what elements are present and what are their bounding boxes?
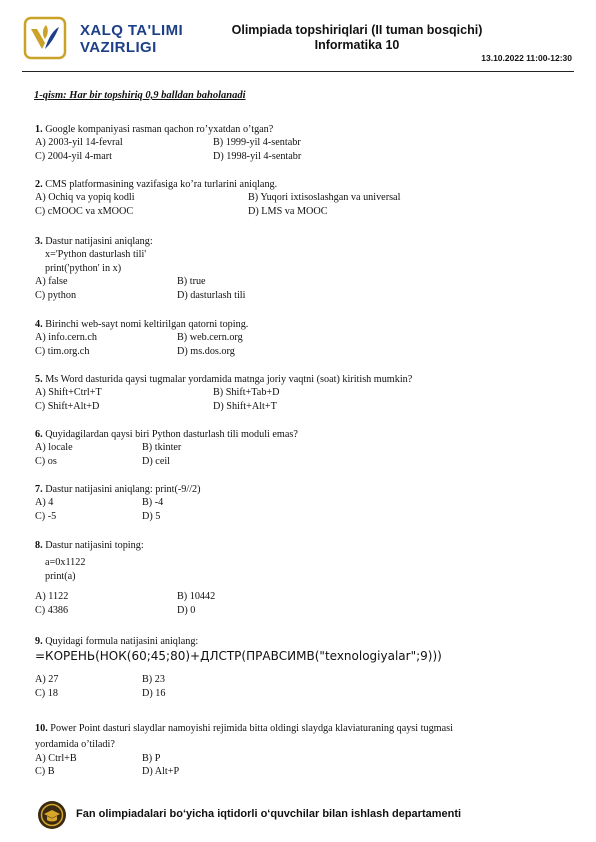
- option-d: D) 0: [177, 604, 196, 616]
- question-stem: [35, 483, 302, 496]
- answer-options: [35, 275, 337, 302]
- question-7: [35, 483, 302, 523]
- exam-datetime: 13.10.2022 11:00-12:30: [481, 53, 572, 63]
- option-b: B) 23: [142, 674, 165, 686]
- ministry-name-line2: VAZIRLIGI: [80, 39, 157, 56]
- code-line-2: print('python' in x): [45, 262, 122, 274]
- question-text: Dastur natijasini aniqlang: print(-9//2): [45, 484, 201, 495]
- question-number: 6.: [35, 429, 43, 440]
- option-b: B) 1999-yil 4-sentabr: [213, 137, 301, 149]
- question-2: [35, 178, 478, 218]
- question-stem: [35, 123, 413, 136]
- question-text: Google kompaniyasi rasman qachon ro’yxatdan o’tgan?: [45, 124, 274, 135]
- question-text: Quyidagi formula natijasini aniqlang:: [45, 636, 199, 647]
- code-line-1: a=0x1122: [45, 557, 86, 569]
- option-c: C) os: [35, 455, 57, 467]
- option-d: D) dasturlash tili: [177, 289, 246, 301]
- question-1: [35, 123, 413, 163]
- question-text: Dastur natijasini aniqlang:: [45, 236, 153, 247]
- answer-options: [35, 590, 337, 617]
- option-d: D) 5: [142, 510, 161, 522]
- option-a: A) Ctrl+B: [35, 752, 77, 764]
- answer-options: [35, 191, 478, 218]
- option-c: C) tim.org.ch: [35, 345, 90, 357]
- option-a: A) info.cern.ch: [35, 332, 97, 344]
- option-a: A) Shift+Ctrl+T: [35, 387, 102, 399]
- question-number: 2.: [35, 179, 43, 190]
- option-c: C) cMOOC va xMOOC: [35, 205, 134, 217]
- question-3: [35, 235, 337, 302]
- question-text: Ms Word dasturida qaysi tugmalar yordamida matnga joriy vaqtni (soat) kiritish mumkin?: [45, 374, 413, 385]
- question-5: [35, 373, 413, 413]
- option-d: D) 16: [142, 687, 166, 699]
- question-8: [35, 539, 337, 617]
- question-10: [35, 722, 453, 779]
- option-c: C) Shift+Alt+D: [35, 400, 100, 412]
- code-line-2: print(a): [45, 570, 76, 582]
- question-number: 8.: [35, 540, 43, 551]
- answer-options: [35, 441, 302, 468]
- answer-options: [35, 386, 413, 413]
- option-a: A) false: [35, 276, 68, 288]
- question-stem: [35, 635, 442, 648]
- option-c: C) -5: [35, 510, 57, 522]
- department-seal-icon: [37, 800, 67, 830]
- option-b: B) tkinter: [142, 442, 182, 454]
- option-a: A) 27: [35, 674, 59, 686]
- option-c: C) 2004-yil 4-mart: [35, 150, 112, 162]
- question-6: [35, 428, 302, 468]
- option-c: C) 18: [35, 687, 58, 699]
- question-stem: [35, 539, 337, 552]
- question-text: CMS platformasining vazifasiga ko’ra turlarini aniqlang.: [45, 179, 278, 190]
- option-b: B) web.cern.org: [177, 332, 243, 344]
- option-d: D) Shift+Alt+T: [213, 400, 277, 412]
- question-number: 1.: [35, 124, 43, 135]
- exam-title-line2: Informatika 10: [314, 38, 400, 52]
- question-text-continued: yordamida o’tiladi?: [35, 739, 115, 751]
- question-number: 3.: [35, 236, 43, 247]
- option-b: B) 10442: [177, 591, 216, 603]
- question-stem: [35, 428, 302, 441]
- option-d: D) 1998-yil 4-sentabr: [213, 150, 302, 162]
- option-a: A) 4: [35, 497, 54, 509]
- option-c: C) python: [35, 289, 77, 301]
- section-title: 1-qism: Har bir topshiriq 0,9 balldan baholanadi: [34, 90, 246, 101]
- answer-options: [35, 752, 453, 779]
- option-d: D) LMS va MOOC: [248, 205, 328, 217]
- question-number: 5.: [35, 374, 43, 385]
- answer-options: [35, 136, 413, 163]
- answer-options: [35, 496, 302, 523]
- exam-title-line1: Olimpiada topshiriqlari (II tuman bosqichi): [231, 23, 483, 37]
- option-d: D) ceil: [142, 455, 171, 467]
- option-b: B) true: [177, 276, 206, 288]
- option-b: B) Yuqori ixtisoslashgan va universal: [248, 192, 401, 204]
- ministry-logo-icon: [22, 15, 68, 61]
- question-text: Quyidagilardan qaysi biri Python dasturlash tili moduli emas?: [45, 429, 298, 440]
- option-c: C) B: [35, 766, 55, 778]
- question-stem: [35, 373, 413, 386]
- ministry-name: [80, 22, 183, 56]
- option-d: D) Alt+P: [142, 766, 180, 778]
- header-divider: [22, 71, 574, 72]
- option-c: C) 4386: [35, 604, 69, 616]
- option-d: D) ms.dos.org: [177, 345, 235, 357]
- code-line-1: x='Python dasturlash tili': [45, 249, 147, 261]
- question-text: Birinchi web-sayt nomi keltirilgan qatorni toping.: [45, 319, 249, 330]
- question-stem: [35, 318, 337, 331]
- exam-title: [218, 23, 496, 53]
- answer-options: [35, 673, 442, 700]
- footer-department-name: Fan olimpiadalari bo‘yicha iqtidorli o‘quvchilar bilan ishlash departamenti: [76, 808, 462, 820]
- question-4: [35, 318, 337, 358]
- question-number: 4.: [35, 319, 43, 330]
- question-stem: [35, 722, 453, 735]
- option-b: B) P: [142, 752, 161, 764]
- question-text: Dastur natijasini toping:: [45, 540, 144, 551]
- ministry-name-line1: XALQ TA'LIMI: [80, 22, 184, 39]
- option-a: A) 1122: [35, 591, 69, 603]
- option-a: A) Ochiq va yopiq kodli: [35, 192, 135, 204]
- question-stem: [35, 235, 337, 248]
- question-number: 7.: [35, 484, 43, 495]
- option-b: B) -4: [142, 497, 164, 509]
- question-number: 10.: [35, 723, 48, 734]
- spreadsheet-formula: =КОРЕНЬ(НОК(60;45;80)+ДЛСТР(ПРАВСИМВ("texnologiyalar";9))): [35, 649, 442, 664]
- option-a: A) locale: [35, 442, 73, 454]
- option-b: B) Shift+Tab+D: [213, 387, 280, 399]
- option-a: A) 2003-yil 14-fevral: [35, 137, 123, 149]
- question-number: 9.: [35, 636, 43, 647]
- answer-options: [35, 331, 337, 358]
- question-9: [35, 635, 442, 700]
- question-stem: [35, 178, 478, 191]
- question-text: Power Point dasturi slaydlar namoyishi rejimida bitta oldingi slaydga klaviaturaning qaysi tugmasi: [50, 723, 453, 734]
